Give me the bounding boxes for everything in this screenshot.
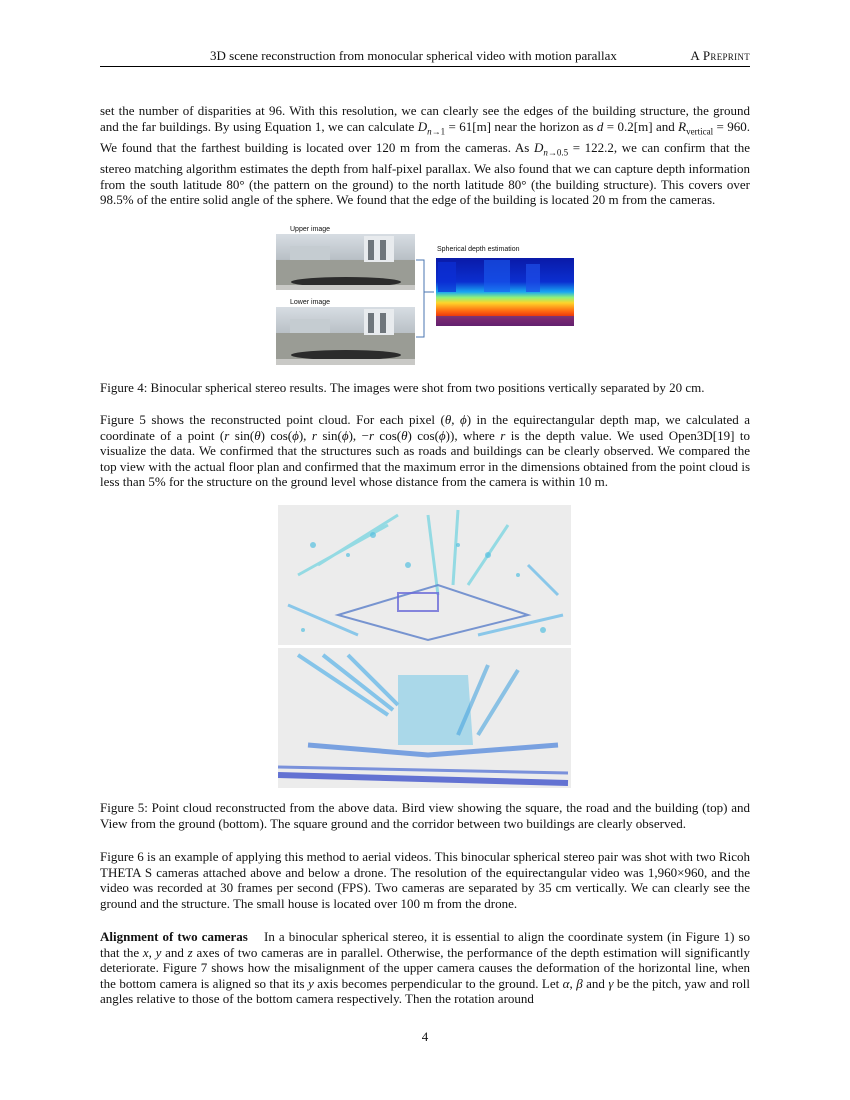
header-tag: A Preprint (690, 48, 750, 63)
upper-image (276, 234, 415, 290)
depth-estimation-label: Spherical depth estimation (437, 246, 520, 253)
depth-map (436, 258, 574, 326)
paragraph-1: set the number of disparities at 96. With this resolution, we can clearly see the edges of the building structure, the ground and the far buildings. By using Equation 1, we can calculate $D_{n\to 1} = 61[m]$ near the horizon as d = 0.2[m] and $R_{vertical} = 960$. We found that the farthest building is located over 120 m from the cameras. As $D_{n\to 0.5} = 122.2$, we can confirm that the stereo matching algorithm estimates the depth from half-pixel parallax. We also found that we can capture depth information from the south latitude 80° (the pattern on the ground) to the north latitude 80° (the building structure). This covers over 98.5% of the entire solid angle of the sphere. We found that the edge of the building is located 20 m from the cameras. (100, 103, 751, 208)
figure-5 (278, 505, 571, 788)
figure-5-caption: Figure 5: Point cloud reconstructed from the above data. Bird view showing the square, the road and the building (top) and View from the ground (bottom). The square ground and the corridor between two buildings are clearly observed. (100, 800, 750, 831)
lower-image-label: Lower image (290, 299, 331, 306)
lower-image (276, 307, 415, 365)
paragraph-2: Figure 5 shows the reconstructed point cloud. For each pixel (θ, ϕ) in the equirectangular depth map, we calculated a coordinate of a point (r sin(θ) cos(ϕ), r sin(ϕ), −r cos(θ) cos(ϕ)), where r is the depth value. We used Open3D[19] to visualize the data. We confirmed that the structures such as roads and buildings can be clearly observed. We compared the top view with the actual floor plan and confirmed that the maximum error in the dimensions obtained from the point cloud is less than 5% for the structure on the ground level whose distance from the camera is within 10 m. (100, 412, 750, 490)
upper-image-label: Upper image (290, 226, 331, 233)
paragraph-heading: Alignment of two cameras (100, 929, 248, 944)
bracket-connector (416, 260, 424, 337)
figure-4 (276, 222, 576, 367)
running-header (100, 46, 750, 67)
page-number: 4 (421, 1029, 429, 1044)
point-cloud-top-view (278, 505, 571, 645)
header-title: 3D scene reconstruction from monocular spherical video with motion parallax (210, 48, 617, 63)
figure-4-caption: Figure 4: Binocular spherical stereo results. The images were shot from two positions vertically separated by 20 cm. (100, 380, 705, 395)
paragraph-4: Alignment of two cameras In a binocular spherical stereo, it is essential to align the coordinate system (in Figure 1) so that the x, y and z axes of two cameras are in parallel. Otherwise, the performance of the depth estimation will significantly deteriorate. Figure 7 shows how the misalignment of the upper camera causes the deformation of the horizontal line, when the bottom camera is aligned so that its y axis becomes perpendicular to the ground. Let α, β and γ be the pitch, yaw and roll angles relative to those of the bottom camera respectively. Then the rotation around (100, 929, 751, 1007)
point-cloud-ground-view (278, 648, 571, 788)
paragraph-3: Figure 6 is an example of applying this method to aerial videos. This binocular spherical stereo pair was shot with two Ricoh THETA S cameras attached above and below a drone. The resolution of the equirectangular video was 1,960×960, and the video was recorded at 30 frames per second (FPS). Two cameras are separated by 35 cm vertically. We can clearly see the ground and the structure. The small house is located over 100 m from the drone. (100, 849, 750, 911)
